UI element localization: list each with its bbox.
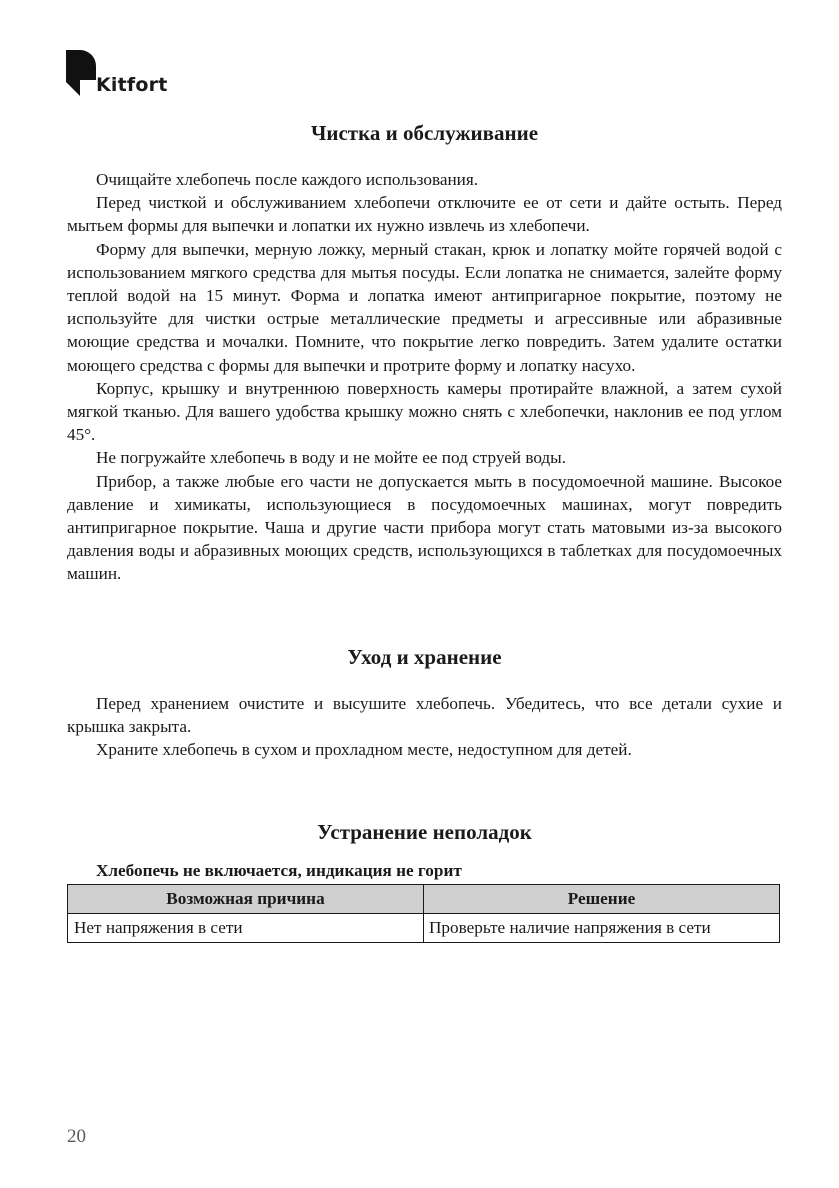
kitfort-logo	[66, 50, 176, 100]
paragraph: Храните хлебопечь в сухом и прохладном месте, недоступном для детей.	[96, 740, 632, 760]
paragraph: Корпус, крышку и внутреннюю поверхность камеры протирайте влажной, а затем сухой мягкой тканью. Для вашего удобства крышку можно снять с хлебопечки, наклонив ее под углом 45°.	[67, 378, 782, 445]
paragraph: Перед чисткой и обслуживанием хлебопечи отключите ее от сети и дайте остыть. Перед мытьем формы для выпечки и лопатки их нужно извлечь из хлебопечи.	[67, 193, 782, 236]
table-header-row	[68, 885, 780, 914]
kitfort-logo-icon	[66, 50, 96, 98]
section-title-care: Уход и хранение	[347, 644, 502, 669]
troubleshooting-table	[67, 884, 780, 943]
solution-cell: Проверьте наличие напряжения в сети	[424, 914, 780, 943]
column-header-solution: Решение	[424, 885, 780, 914]
table-row	[68, 914, 780, 943]
paragraph: Прибор, а также любые его части не допускается мыть в посудомоечной машине. Высокое давление и химикаты, использующиеся в посудомоечных машинах, могут повредить антипригарное покрытие. Чаша и другие части прибора могут стать матовыми из-за высокого давления воды и абразивных моющих средств, использующихся в таблетках для посудомоечных машин.	[67, 471, 782, 584]
paragraph: Не погружайте хлебопечь в воду и не мойте ее под струей воды.	[96, 448, 567, 468]
paragraph: Очищайте хлебопечь после каждого использования.	[96, 170, 479, 189]
care-text	[67, 692, 782, 762]
brand-name: Kitfort	[96, 74, 168, 96]
problem-heading: Хлебопечь не включается, индикация не горит	[96, 861, 462, 881]
page-content	[67, 120, 782, 943]
column-header-cause: Возможная причина	[68, 885, 424, 914]
cause-cell: Нет напряжения в сети	[68, 914, 424, 943]
section-title-cleaning: Чистка и обслуживание	[310, 121, 539, 145]
paragraph: Форму для выпечки, мерную ложку, мерный стакан, крюк и лопатку мойте горячей водой с использованием мягкого средства для мытья посуды. Если лопатка не снимается, залейте форму теплой водой на 15 минут. Форма и лопатка имеют антипригарное покрытие, поэтому не используйте для чистки острые металлические предметы и агрессивные или абразивные моющие средства и мочалки. Помните, что покрытие легко повредить. Затем удалите остатки моющего средства с формы для выпечки и протрите форму и лопатку насухо.	[67, 239, 782, 375]
section-title-troubleshooting: Устранение неполадок	[317, 820, 532, 845]
paragraph: Перед хранением очистите и высушите хлебопечь. Убедитесь, что все детали сухие и крышка закрыта.	[67, 693, 782, 736]
page-number: 20	[67, 1126, 86, 1147]
cleaning-text	[67, 168, 782, 586]
